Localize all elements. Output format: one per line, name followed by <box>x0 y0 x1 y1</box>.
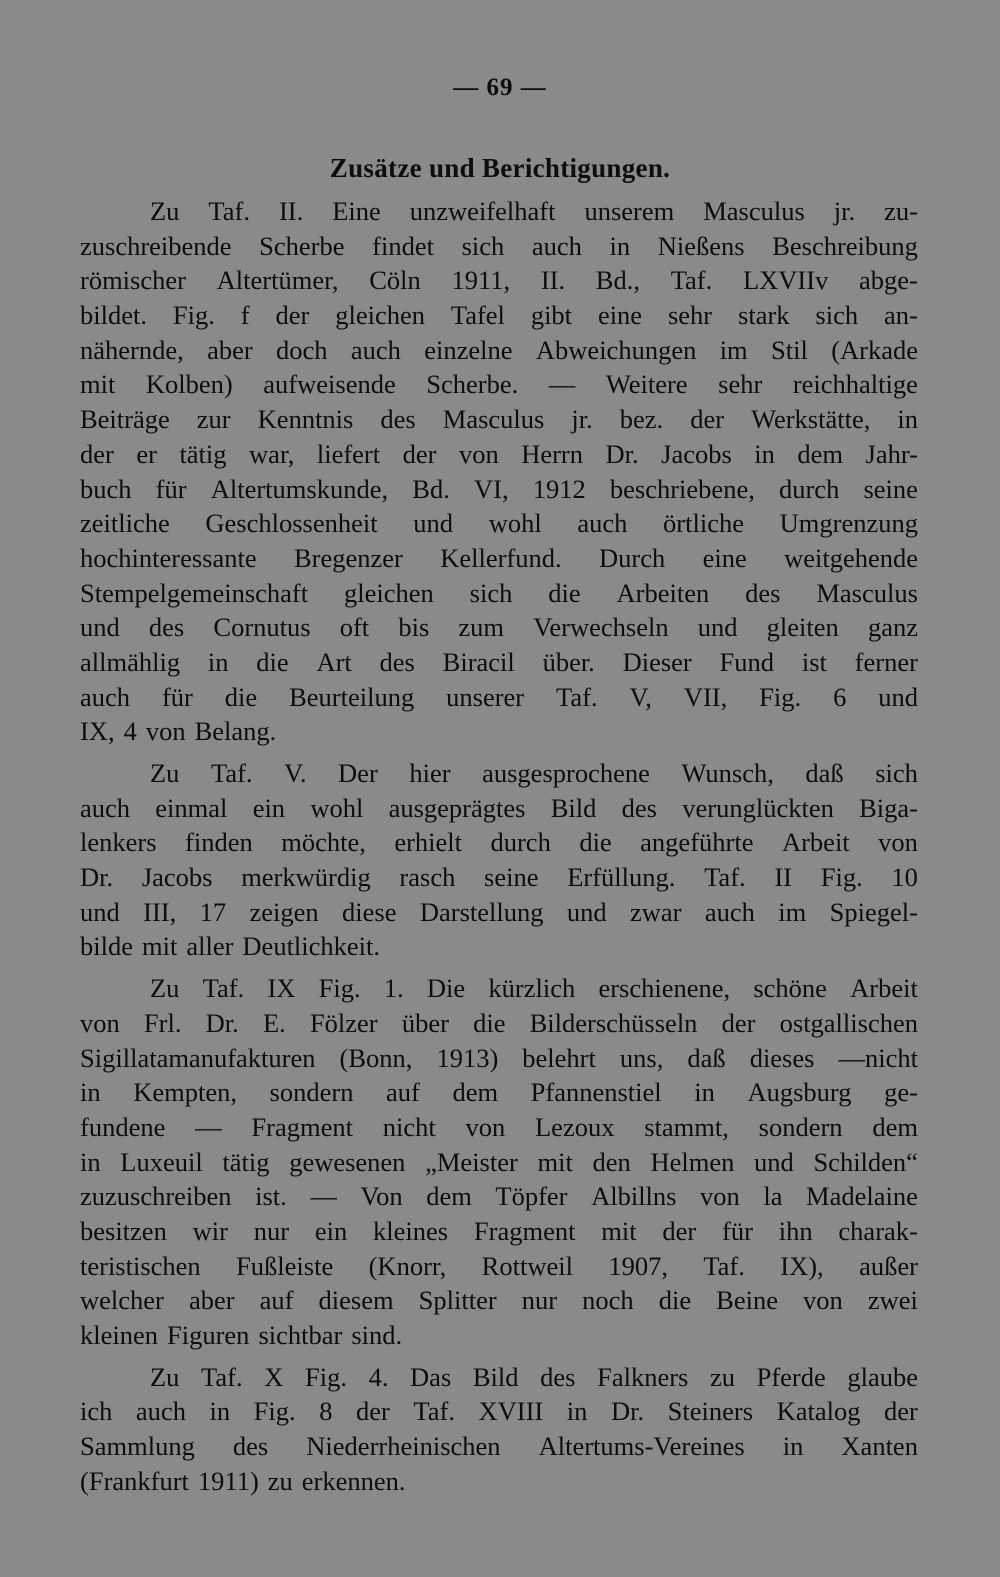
text-line: in Luxeuil tätig gewesenen „Meister mit den Helmen und Schilden“ <box>80 1146 918 1177</box>
text-line: und III, 17 zeigen diese Darstellung und zwar auch im Spiegel- <box>80 896 918 927</box>
text-line: lenkers finden möchte, erhielt durch die angeführte Arbeit von <box>80 827 918 858</box>
text-line: Dr. Jacobs merkwürdig rasch seine Erfüllung. Taf. II Fig. 10 <box>80 862 918 893</box>
text-line: zuschreibende Scherbe findet sich auch in Nießens Beschreibung <box>80 230 918 261</box>
text-line: bildet. Fig. f der gleichen Tafel gibt eine sehr stark sich an- <box>80 300 918 331</box>
text-line: teristischen Fußleiste (Knorr, Rottweil 1907, Taf. IX), außer <box>80 1250 918 1281</box>
text-line: zeitliche Geschlossenheit und wohl auch örtliche Umgrenzung <box>80 508 918 539</box>
text-line: welcher aber auf diesem Splitter nur noch die Beine von zwei <box>80 1285 918 1316</box>
text-line: ich auch in Fig. 8 der Taf. XVIII in Dr. Steiners Katalog der <box>80 1396 918 1427</box>
text-line: zuzuschreiben ist. — Von dem Töpfer Albillns von la Madelaine <box>80 1181 918 1212</box>
body-text <box>80 194 918 1505</box>
text-line: der er tätig war, liefert der von Herrn Dr. Jacobs in dem Jahr- <box>80 438 918 469</box>
text-line: Zu Taf. X Fig. 4. Das Bild des Falkners zu Pferde glaube <box>150 1361 918 1392</box>
paragraph <box>80 756 918 964</box>
text-line: besitzen wir nur ein kleines Fragment mit der für ihn charak- <box>80 1215 918 1246</box>
paragraph <box>80 1360 918 1499</box>
paragraph <box>80 971 918 1353</box>
text-line: bilde mit aller Deutlichkeit. <box>80 931 381 962</box>
text-line: Zu Taf. II. Eine unzweifelhaft unserem Masculus jr. zu- <box>150 196 918 226</box>
text-line: und des Cornutus oft bis zum Verwechseln und gleiten ganz <box>80 612 918 643</box>
paragraph <box>80 194 918 749</box>
text-line: buch für Altertumskunde, Bd. VI, 1912 beschriebene, durch seine <box>80 473 918 504</box>
text-line: Sammlung des Niederrheinischen Altertums-Vereines in Xanten <box>80 1431 918 1462</box>
text-line: Stempelgemeinschaft gleichen sich die Arbeiten des Masculus <box>80 577 918 608</box>
text-line: Beiträge zur Kenntnis des Masculus jr. bez. der Werkstätte, in <box>80 404 918 435</box>
text-line: römischer Altertümer, Cöln 1911, II. Bd., Taf. LXVIIv abge- <box>80 265 918 296</box>
text-line: auch für die Beurteilung unserer Taf. V, VII, Fig. 6 und <box>80 681 918 712</box>
text-line: kleinen Figuren sichtbar sind. <box>80 1320 403 1350</box>
text-line: mit Kolben) aufweisende Scherbe. — Weitere sehr reichhaltige <box>80 369 918 400</box>
page-number: — 69 — <box>453 74 547 101</box>
text-line: in Kempten, sondern auf dem Pfannenstiel in Augsburg ge- <box>80 1077 918 1108</box>
text-line: fundene — Fragment nicht von Lezoux stammt, sondern dem <box>80 1111 918 1142</box>
section-title: Zusätze und Berichtigungen. <box>329 153 671 183</box>
text-line: Sigillatamanufakturen (Bonn, 1913) belehrt uns, daß dieses —nicht <box>80 1042 918 1073</box>
text-line: nähernde, aber doch auch einzelne Abweichungen im Stil (Arkade <box>80 334 918 365</box>
text-line: auch einmal ein wohl ausgeprägtes Bild des verunglückten Biga- <box>80 792 918 823</box>
text-line: (Frankfurt 1911) zu erkennen. <box>80 1465 406 1496</box>
text-line: Zu Taf. IX Fig. 1. Die kürzlich erschienene, schöne Arbeit <box>150 973 918 1004</box>
text-line: IX, 4 von Belang. <box>80 716 277 747</box>
text-line: hochinteressante Bregenzer Kellerfund. Durch eine weitgehende <box>80 542 918 573</box>
text-line: von Frl. Dr. E. Fölzer über die Bilderschüsseln der ostgallischen <box>80 1007 918 1038</box>
text-line: allmählig in die Art des Biracil über. Dieser Fund ist ferner <box>80 646 918 677</box>
text-line: Zu Taf. V. Der hier ausgesprochene Wunsch, daß sich <box>150 758 918 788</box>
